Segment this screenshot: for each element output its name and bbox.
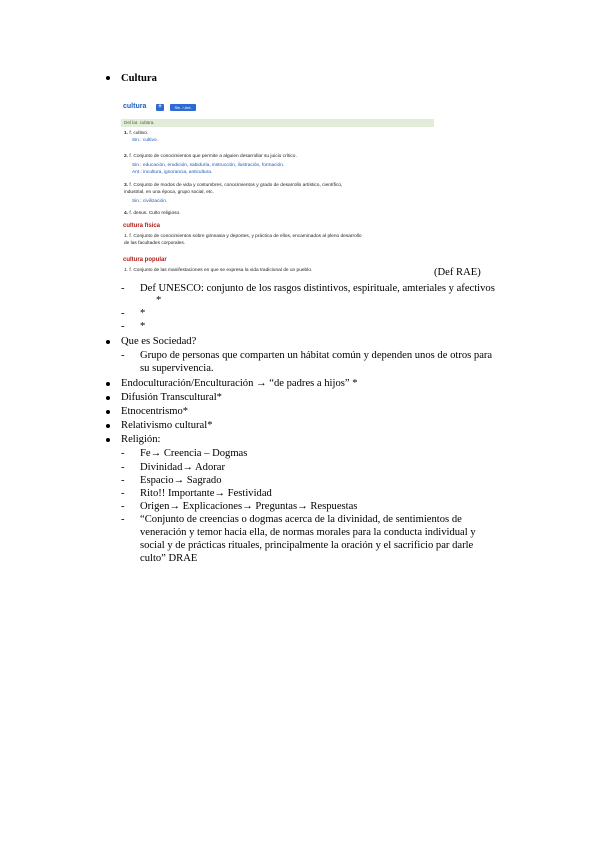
- item-endoculturacion: Endoculturación/Enculturación → “de padres a hijos” *: [121, 378, 358, 389]
- subentry-line: 1. f. Conjunto de conocimientos sobre gimnasia y deportes, y práctica de ellos, encaminados al pleno desarrollo: [124, 234, 362, 239]
- asterisk: *: [156, 295, 162, 306]
- dash: -: [121, 350, 125, 361]
- bullet: [106, 410, 110, 414]
- synonyms-button: Sin. / Ant.: [170, 104, 196, 111]
- bullet: [106, 382, 110, 386]
- def-rae-label: (Def RAE): [434, 267, 481, 278]
- sense-line-cont: industrial, en una época, grupo social, etc.: [124, 190, 214, 195]
- synonym-line: Sin.: civilización.: [132, 199, 168, 204]
- subentry-line: 1. f. Conjunto de las manifestaciones en que se expresa la vida tradicional de un pueblo.: [124, 268, 313, 273]
- dash: -: [121, 283, 125, 294]
- religion-item: Espacio→ Sagrado: [140, 475, 222, 486]
- asterisk: *: [140, 308, 146, 319]
- religion-quote-line: “Conjunto de creencias o dogmas acerca de la divinidad, de sentimientos de: [140, 514, 462, 525]
- dash: -: [121, 308, 125, 319]
- item-etnocentrismo: Etnocentrismo*: [121, 406, 189, 417]
- dictionary-entry-image: [120, 100, 435, 252]
- dash: -: [121, 475, 125, 486]
- dash: -: [121, 462, 125, 473]
- sense-line: 1. f. cultivo.: [124, 131, 149, 136]
- dash: -: [121, 448, 125, 459]
- religion-quote-line: social y de prácticas rituales, principalmente la oración y el sacrificio par darle: [140, 540, 474, 551]
- religion-item: Rito!! Importante→ Festividad: [140, 488, 272, 499]
- dictionary-word: cultura: [123, 103, 147, 110]
- religion-quote-line: culto” DRAE: [140, 553, 198, 564]
- antonym-line: Ant.: incultura, ignorancia, anticultura.: [132, 170, 213, 175]
- synonym-line: Sin.: educación, erudición, sabiduría, instrucción, ilustración, formación.: [132, 163, 285, 168]
- item-difusion: Difusión Transcultural*: [121, 392, 222, 403]
- bullet: [106, 438, 110, 442]
- religion-item: Divinidad→ Adorar: [140, 462, 226, 473]
- sense-line: 2. f. Conjunto de conocimientos que permite a alguien desarrollar su juicio crítico.: [124, 154, 297, 159]
- heading-cultura: Cultura: [121, 73, 157, 84]
- etymology-bar: [121, 119, 434, 127]
- subentry-title: cultura física: [123, 223, 161, 229]
- item-relativismo: Relativismo cultural*: [121, 420, 213, 431]
- sociedad-heading: Que es Sociedad?: [121, 336, 197, 347]
- sense-line: 3. f. Conjunto de modos de vida y costumbres, conocimientos y grado de desarrollo artístico, científico,: [124, 183, 343, 188]
- item-religion: Religión:: [121, 434, 161, 445]
- etymology-text: Del lat. cultūra.: [124, 120, 155, 125]
- asterisk: *: [140, 321, 146, 332]
- bullet: [106, 396, 110, 400]
- bullet: [106, 424, 110, 428]
- dash: -: [121, 514, 125, 525]
- religion-item: Origen→ Explicaciones→ Preguntas→ Respuestas: [140, 501, 358, 512]
- def-unesco: Def UNESCO: conjunto de los rasgos distintivos, espirituale, amteriales y afectivos: [140, 283, 495, 294]
- sense-line: 4. f. desus. Culto religioso.: [124, 211, 181, 216]
- subentry-title: cultura popular: [123, 257, 167, 263]
- dash: -: [121, 488, 125, 499]
- dash: -: [121, 501, 125, 512]
- synonym-line: Sin.: cultivo.: [132, 138, 158, 143]
- dash: -: [121, 321, 125, 332]
- religion-quote-line: veneración y temor hacia ella, de normas morales para la conducta individual y: [140, 527, 476, 538]
- bullet: [106, 340, 110, 344]
- sociedad-definition-cont: su supervivencia.: [140, 363, 214, 374]
- sociedad-definition: Grupo de personas que comparten un hábitat común y dependen unos de otros para: [140, 350, 493, 361]
- bullet: [106, 76, 110, 80]
- subentry-line: de las facultades corporales.: [124, 241, 186, 246]
- plus-icon: +: [156, 104, 164, 111]
- religion-item: Fe→ Creencia – Dogmas: [140, 448, 248, 459]
